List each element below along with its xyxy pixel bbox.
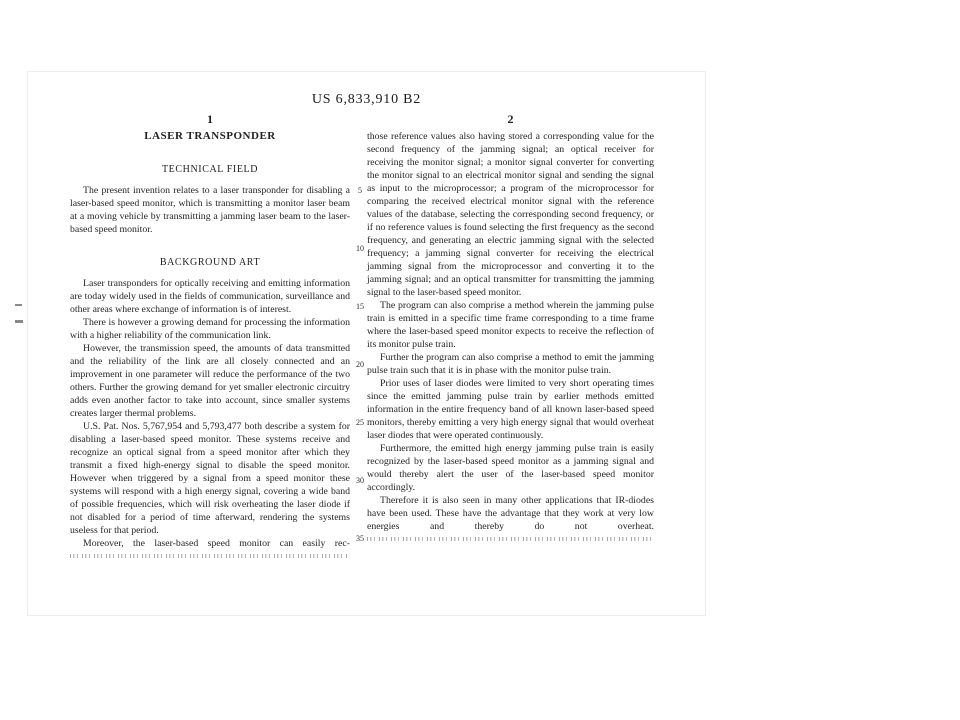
gutter-line-number: 30 [356, 476, 364, 485]
gutter-line-number: 5 [358, 186, 362, 195]
invention-title: LASER TRANSPONDER [144, 130, 276, 142]
paragraph-ir-diodes-truncated: Therefore it is also seen in many other applications that IR-diodes have been used. These have the advantage that they work at very low energies and thereby do not overheat. [367, 495, 654, 532]
paragraph-background-2: There is however a growing demand for processing the information with a higher reliability of the communication link. [70, 317, 350, 341]
paragraph-technical-field-1: The present invention relates to a laser transponder for disabling a laser-based speed monitor, which is transmitting a monitor laser beam at a moving vehicle by transmitting a jamming laser beam to the laser-based speed monitor. [70, 185, 350, 235]
patent-number-header: US 6,833,910 B2 [311, 92, 422, 107]
gutter-line-number: 20 [356, 360, 364, 369]
column-1 [70, 112, 350, 558]
paragraph-prior-laser-diodes: Prior uses of laser diodes were limited to very short operating times since the emitted jamming pulse train by earlier methods emitted information in the entire frequency band of all known laser-based speed monitors, thereby emitting a very high energy signal that would overheat laser diodes that were operated continuously. [367, 378, 654, 441]
patent-page [28, 72, 705, 615]
section-heading-background-art: BACKGROUND ART [159, 257, 261, 268]
paragraph-background-3: However, the transmission speed, the amounts of data transmitted and the reliability of the link are all closely connected and an improvement in one parameter will reduce the performance of the two others. Further the growing demand for yet smaller electronic circuitry adds even another factor to take into account, since smaller systems creates larger thermal problems. [70, 343, 350, 419]
paragraph-background-4: U.S. Pat. Nos. 5,767,954 and 5,793,477 both describe a system for disabling a laser-based speed monitor. These systems receive and recognize an optical signal from a speed monitor after which they transmit a fixed high-energy signal to disable the speed monitor. However when triggered by a signal from a speed monitor these systems will respond with a high energy signal, covering a wide band of possible frequencies, which will risk overheating the laser diode if not disabled for a period of time afterward, rendering the systems useless for that period. [70, 421, 350, 536]
gutter-line-number: 35 [356, 534, 364, 543]
scan-artifact [15, 304, 22, 306]
clipped-text-line [367, 537, 651, 541]
gutter-line-number: 10 [356, 244, 364, 253]
paragraph-background-1: Laser transponders for optically receiving and emitting information are today widely used in the fields of communication, surveillance and other areas where exchange of information is of interest. [70, 278, 350, 315]
paragraph-background-5-truncated: Moreover, the laser-based speed monitor can easily rec- [83, 538, 350, 549]
column-2 [367, 112, 654, 558]
section-heading-technical-field: TECHNICAL FIELD [161, 164, 259, 175]
column-2-number: 2 [507, 112, 514, 126]
paragraph-program-time-frame: The program can also comprise a method wherein the jamming pulse train is emitted in a specific time frame corresponding to a time frame where the laser-based speed monitor expects to receive the reflection of its monitor pulse train. [367, 300, 654, 350]
scan-artifact [15, 320, 23, 323]
paragraph-program-in-phase: Further the program can also comprise a method to emit the jamming pulse train such that it is in phase with the monitor pulse train. [367, 352, 654, 376]
two-column-text-body [70, 112, 654, 558]
clipped-text-line [70, 554, 347, 558]
column-1-number: 1 [207, 112, 213, 126]
paragraph-high-energy-recognized: Furthermore, the emitted high energy jamming pulse train is easily recognized by the laser-based speed monitor as a jamming signal and would thereby alert the user of the laser-based speed monitor accordingly. [367, 443, 654, 493]
gutter-line-number: 25 [356, 418, 364, 427]
paragraph-claims-continuation: those reference values also having stored a corresponding value for the second frequency of the jamming signal; an optical receiver for receiving the monitor signal; a monitor signal converter for converting the monitor signal to an electrical monitor signal and sending the signal as input to the microprocessor; a program of the microprocessor for comparing the received electrical monitor signal with the reference values of the database, selecting the corresponding second frequency, or if no reference values is found selecting the first frequency as the second frequency, and generating an electric jamming signal with the selected frequency; a jamming signal converter for receiving the electrical jamming signal from the microprocessor and converting it to the jamming signal; and an optical transmitter for transmitting the jamming signal to the laser-based speed monitor. [367, 131, 654, 298]
gutter-line-number: 15 [356, 302, 364, 311]
